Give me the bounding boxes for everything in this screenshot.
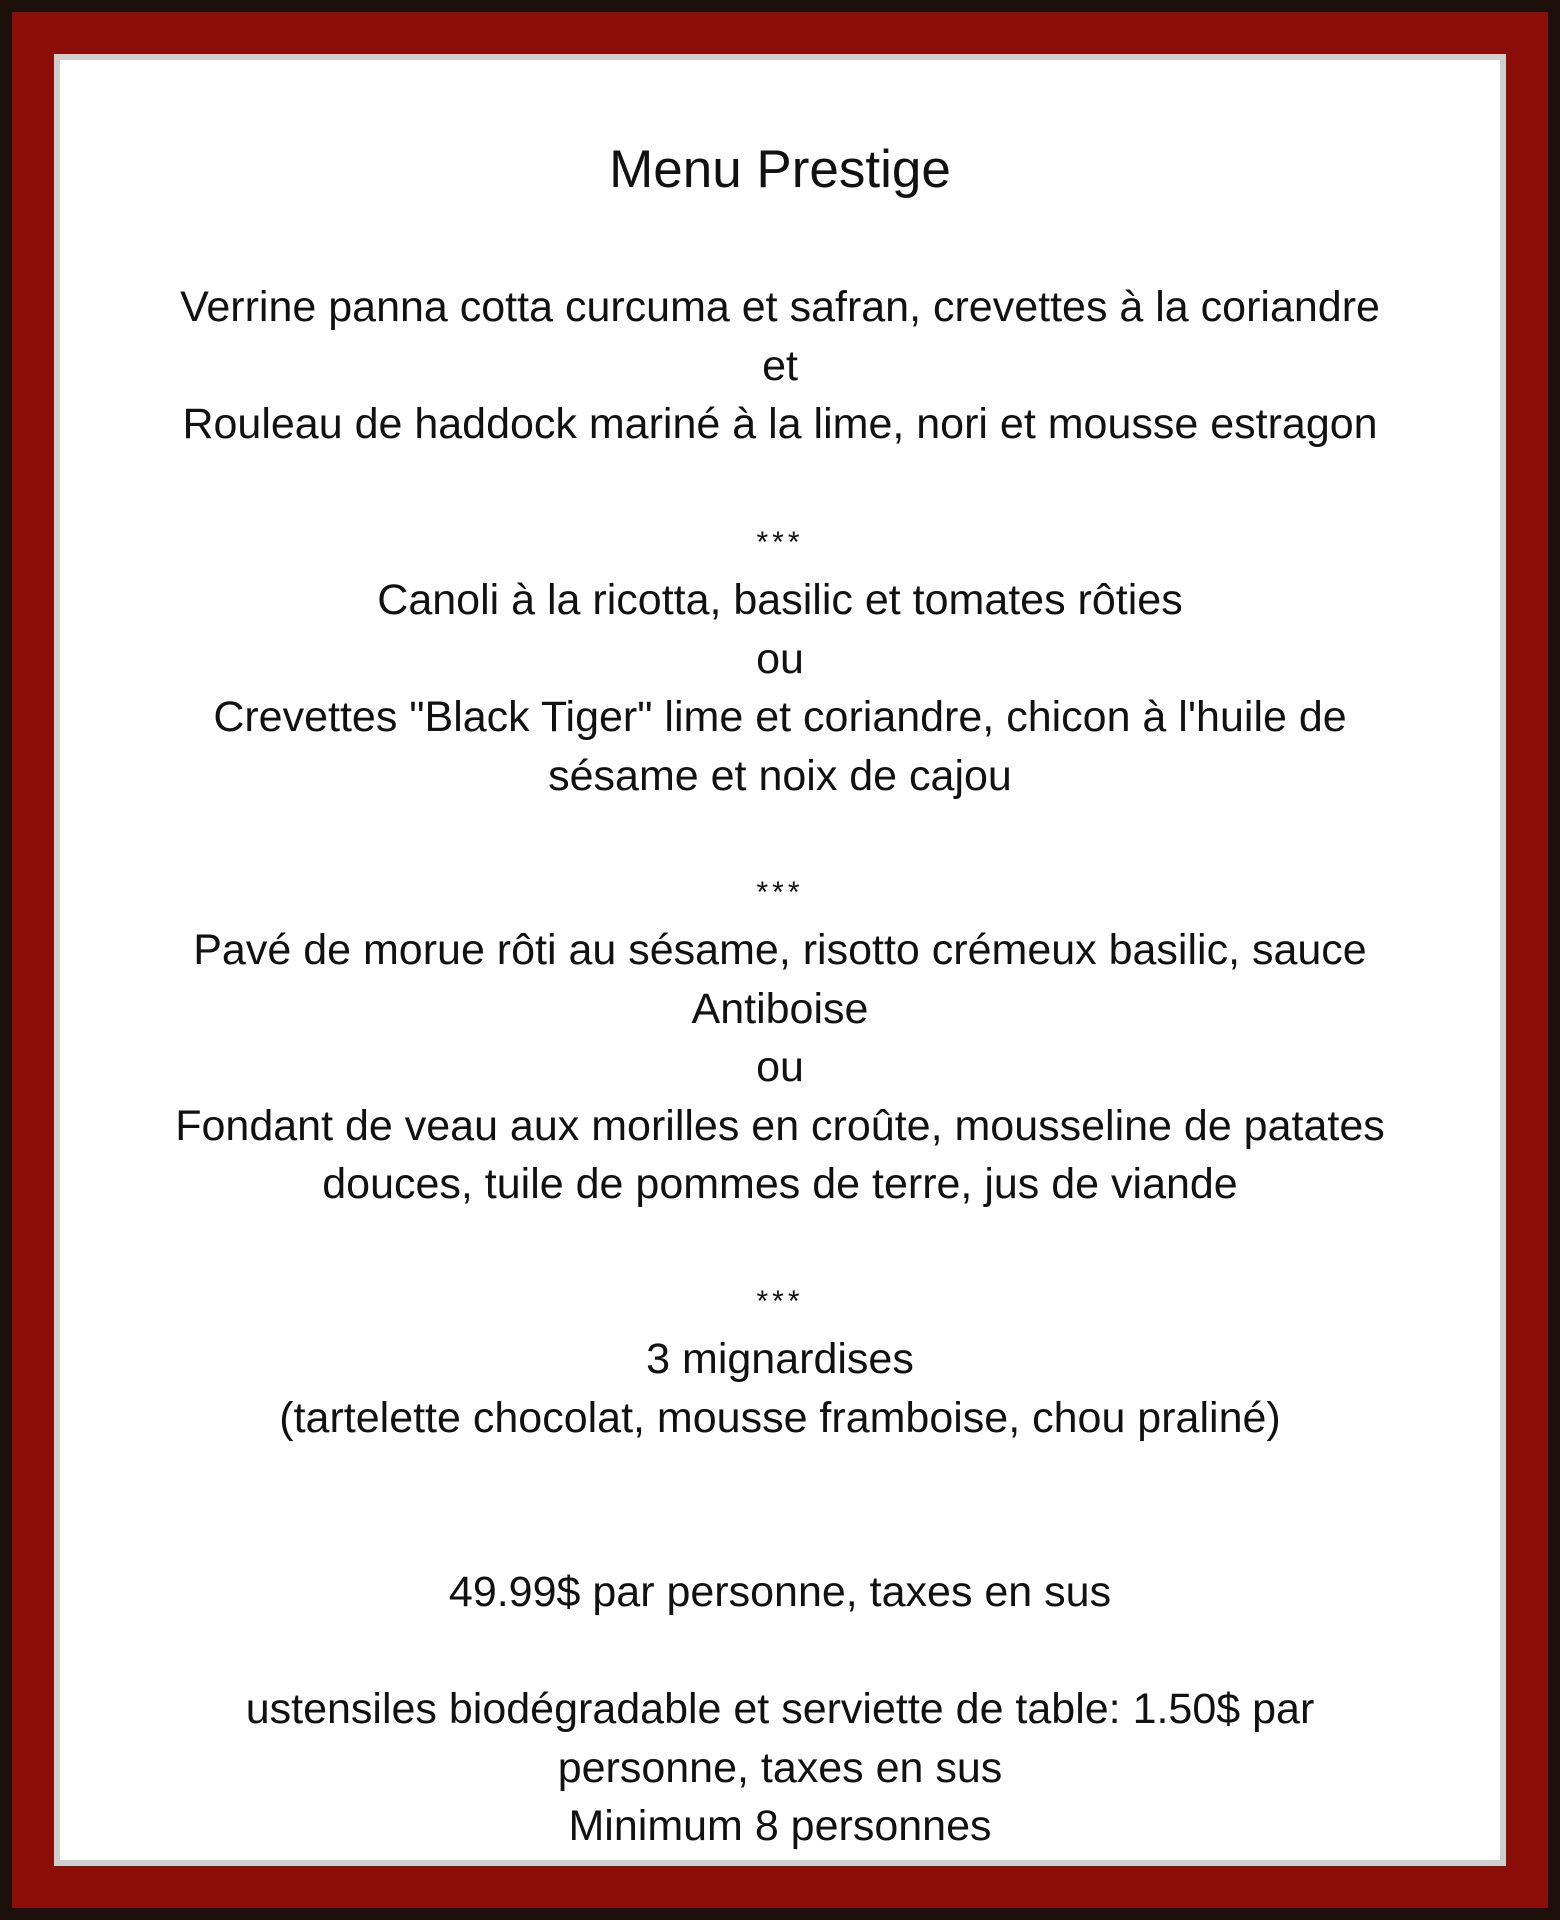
menu-page xyxy=(60,60,1500,1860)
separator-3: *** xyxy=(756,1285,804,1318)
entree-line-2: Rouleau de haddock mariné à la lime, nori et mousse estragon xyxy=(182,400,1378,448)
main-option-2-line-2: douces, tuile de pommes de terre, jus de viande xyxy=(322,1160,1238,1208)
dessert-line-1: 3 mignardises xyxy=(646,1335,914,1383)
main-option-1-line-2: Antiboise xyxy=(691,984,869,1033)
utensils-line-2: personne, taxes en sus xyxy=(557,1743,1003,1792)
minimum-text: Minimum 8 personnes xyxy=(568,1802,992,1850)
utensils-line-1: ustensiles biodégradable et serviette de table: 1.50$ par xyxy=(245,1685,1315,1733)
price-text: 49.99$ par personne, taxes en sus xyxy=(448,1568,1112,1616)
starter-option-1: Canoli à la ricotta, basilic et tomates rôties xyxy=(377,576,1183,624)
entree-section xyxy=(100,278,1460,454)
main-option-1-line-1: Pavé de morue rôti au sésame, risotto crémeux basilic, sauce xyxy=(193,926,1367,974)
price-section xyxy=(100,1563,1460,1622)
starter-option-2-line-2: sésame et noix de cajou xyxy=(548,751,1012,800)
starter-section xyxy=(100,571,1460,805)
separator-1: *** xyxy=(756,526,804,559)
separator-2: *** xyxy=(756,876,804,909)
starter-option-2-line-1: Crevettes "Black Tiger" lime et coriandre, chicon à l'huile de xyxy=(213,693,1347,741)
starter-connector: ou xyxy=(756,634,804,683)
menu-title: Menu Prestige xyxy=(609,140,951,199)
main-connector: ou xyxy=(756,1043,804,1091)
main-section xyxy=(100,921,1460,1214)
dessert-section xyxy=(100,1330,1460,1447)
minimum-section xyxy=(100,1797,1460,1856)
main-option-2-line-1: Fondant de veau aux morilles en croûte, mousseline de patates xyxy=(175,1101,1385,1150)
entree-line-1: Verrine panna cotta curcuma et safran, crevettes à la coriandre xyxy=(180,283,1380,331)
dessert-line-2: (tartelette chocolat, mousse framboise, chou praliné) xyxy=(279,1393,1281,1442)
entree-connector: et xyxy=(762,341,798,390)
utensils-section xyxy=(100,1680,1460,1797)
